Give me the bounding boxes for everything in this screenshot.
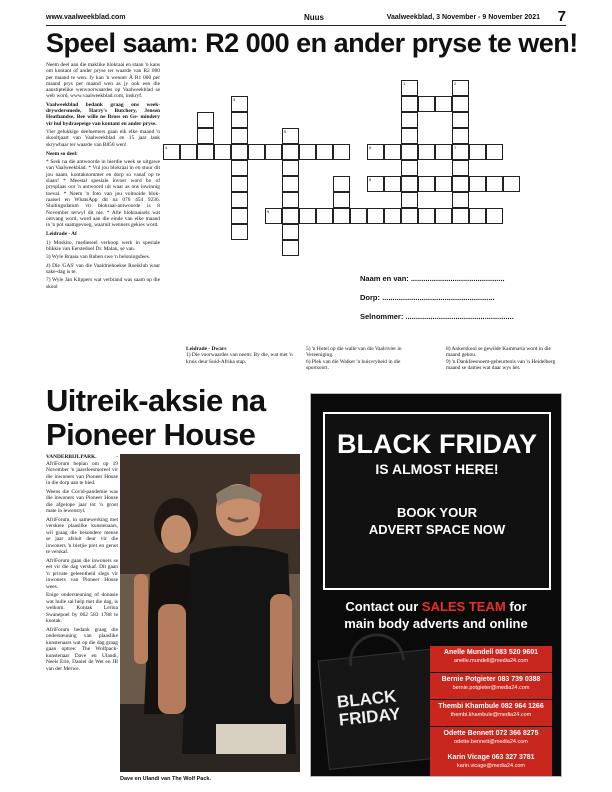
crossword-cell[interactable] [299,144,316,160]
crossword-cell[interactable] [231,160,248,176]
crossword-cell[interactable] [452,176,469,192]
crossword-cell[interactable] [452,144,469,160]
crossword-cell[interactable] [180,144,197,160]
crossword-cell[interactable] [469,144,486,160]
crossword-cell[interactable] [401,208,418,224]
crossword-cell[interactable] [282,128,299,144]
crossword-cell[interactable] [401,144,418,160]
crossword-cell[interactable] [367,176,384,192]
crossword-cell[interactable] [197,128,214,144]
article-paragraph: AfriForum beplan om op 19 November 'n jaarsfeesmoreel vir die inwoners van Pioneer House in die dorp aan te bied. [46,460,118,486]
crossword-cell[interactable] [231,208,248,224]
town-entry-label: Dorp: ...................................................... [360,293,495,302]
crossword-cell[interactable] [401,80,418,96]
crossword-cell[interactable] [486,176,503,192]
crossword-cell[interactable] [231,144,248,160]
ad-contact-post: for [509,599,527,614]
ad-contact-line2: main body adverts and online [344,616,528,631]
sales-rep-email: bernie.potgieter@media24.com [452,685,530,691]
prize-paragraph: Vier gelukkige deelnemers gaan elk elke maand 'n skooltjaart van Vaalweekblad en 15 jaar lank skrywbaar ter waarde van R850 wen! [46,128,160,148]
ad-book-text [325,504,549,538]
name-entry-label: Naam en van: ............................................. [360,274,505,283]
crossword-cell[interactable] [384,144,401,160]
crossword-cell[interactable] [401,112,418,128]
crossword-cell[interactable] [486,208,503,224]
crossword-cell[interactable] [265,144,282,160]
ad-book-line1: BOOK YOUR [397,505,477,520]
masthead [46,10,566,26]
crossword-cell[interactable] [452,128,469,144]
crossword-cell[interactable] [367,144,384,160]
crossword-cell[interactable] [435,176,452,192]
crossword-cell[interactable] [231,96,248,112]
article-paragraph: AfriForum, in samewerking met verskeie plaaslike kunstenaars, wil graag die besondere mense se jaar afsluit deur vir die inwoners 'n bietjie pret en genot te verskaf. [46,516,118,555]
crossword-clue-number: 2 [454,81,457,86]
bag-text-line2: FRIDAY [337,704,402,730]
sales-rep [430,646,552,672]
crossword-cell[interactable] [452,192,469,208]
sales-rep-email: karin.vicage@media24.com [457,763,525,769]
crossword-cell[interactable] [418,176,435,192]
sales-rep-name: Karin Vicage 063 327 3781 [447,754,535,761]
page-headline: Speel saam: R2 000 en ander pryse te wen! [46,28,578,58]
crossword-cell[interactable] [231,224,248,240]
intro-paragraph: Neem deel aan die maklike blokraai en staan 'n kans om kontant of ander pryse ter waarde van R2 000 per maand te wen. Jy kan 'n wenner Ã R1 000 per maand prys per maand wen as jy ook een die aanstiptelike wenvoorwaardes op Vaalweekblad se web word, www.vaalweekblad.com, inskryf. [46,62,160,100]
crossword-cell[interactable] [452,96,469,112]
rules-heading: Neem so deel: [46,150,78,157]
crossword-cell[interactable] [333,176,350,192]
down-clue: 7) Wyle Jan Klippers wat verbrand was saam op die skool [46,277,160,290]
crossword-cell[interactable] [282,240,299,256]
across-clue: 8) Ankerskool se gewilde Kammaria word in die maand gehou. [446,346,551,359]
article-body [46,454,118,674]
crossword-cell[interactable] [486,144,503,160]
crossword-cell[interactable] [435,208,452,224]
crossword-cell[interactable] [401,176,418,192]
phone-entry-label: Selnommer: .................................................... [360,312,514,321]
crossword-cell[interactable] [333,208,350,224]
crossword-cell[interactable] [503,176,520,192]
crossword-cell[interactable] [418,208,435,224]
crossword-cell[interactable] [163,144,180,160]
sales-rep [430,727,552,753]
across-clue: 9) 'n Dankfeesnoem-gebeurtenis van 'n Heidelberg maand se dames wat daar wys het. [446,358,556,371]
crossword-cell[interactable] [282,192,299,208]
crossword-cell[interactable] [367,208,384,224]
ad-title: BLACK FRIDAY [336,429,537,459]
sales-rep [430,673,552,699]
black-friday-advert [310,393,562,777]
crossword-cell[interactable] [231,128,248,144]
article-paragraph: Weens die Covid-pandemie was die inwoners van Pioneer House die afgelope jaar tot 'n groot mate in lewenstyl. [46,488,118,514]
photo-illustration [120,454,300,772]
sales-rep-name: Thembi Khambule 082 964 1266 [438,703,544,710]
sales-rep-name: Anelle Mundell 083 520 9601 [443,649,539,656]
page-number: 7 [557,8,566,25]
across-clue: 1) Die voorwaardes van neem: By die, wat met 'n kruis deur Suid-Afrika stap. [186,352,293,365]
bag-handle [346,631,405,667]
crossword-cell[interactable] [435,144,452,160]
ad-subtitle: IS ALMOST HERE! [375,461,499,477]
crossword-cell[interactable] [469,208,486,224]
crossword-cell[interactable] [333,192,350,208]
crossword-cell[interactable] [214,144,231,160]
sales-rep-email: odette.bennett@media24.com [454,739,528,745]
across-clue: 5) 'n Hotel op die walle van die Vaalrivier in Vereeniging. [306,346,402,359]
crossword-cell[interactable] [316,144,333,160]
sales-rep [430,700,552,726]
across-clue: 6) Plek van die Walker 'n huisvryheid in die sportsoort. [306,358,401,371]
crossword-cell[interactable] [435,96,452,112]
down-clue: 1) Moskito, medieseel verkoop werk in spesiale blikkie van Eerstedoel Dr. Malan, se van. [46,239,160,253]
crossword-cell[interactable] [197,144,214,160]
ad-book-line2: ADVERT SPACE NOW [368,522,506,537]
crossword-cell[interactable] [282,160,299,176]
crossword-clue-number: 9 [267,209,270,214]
crossword-cell[interactable] [265,208,282,224]
crossword-cell[interactable] [418,144,435,160]
crossword-cell[interactable] [248,144,265,160]
crossword-cell[interactable] [401,160,418,176]
crossword-cell[interactable] [299,208,316,224]
crossword-cell[interactable] [197,112,214,128]
crossword-cell[interactable] [401,96,418,112]
article-headline: Uitreik-aksie na Pioneer House [46,383,266,452]
down-clue: 4) Die 'GAS' van die Vaaldriehoekse Roeiklub waar sake-dag is te. [46,262,160,275]
article-dateline: VANDERBIJLPARK. - [46,454,118,460]
crossword-cell[interactable] [231,112,248,128]
sales-rep [430,751,552,777]
crossword-cell[interactable] [282,144,299,160]
crossword-grid [163,62,565,346]
crossword-cell[interactable] [401,192,418,208]
crossword-clue-number: 4 [165,145,168,150]
crossword-cell[interactable] [316,208,333,224]
crossword-cell[interactable] [452,80,469,96]
article-paragraph: AfriForum gaan die inwoners se eet vir die dag verskaf. Dit gaan 'n private geleentheid slegs vir inwoners van Pioneer House wees. [46,557,118,590]
across-clues-col3 [446,346,564,371]
article-paragraph: Enige ondersteuning of donasie wat hulle sal help met die dag, is welkom. Kontak Lerina Swanepoel by 062 583 1788 te kontak. [46,592,118,624]
crossword-cell[interactable] [231,192,248,208]
issue-date: Vaalweekblad, 3 November - 9 November 2021 [386,14,540,21]
crossword-clue-number: 5 [284,129,287,134]
crossword-cell[interactable] [452,208,469,224]
crossword-cell[interactable] [401,128,418,144]
crossword-clue-number: 7 [454,145,457,150]
sales-rep-name: Odette Bennett 072 366 8275 [443,730,539,737]
across-clues-col2 [306,346,424,371]
sales-rep-name: Bernie Potgieter 083 739 0388 [441,676,541,683]
ad-contact-pre: Contact our [345,599,419,614]
crossword-cell[interactable] [452,112,469,128]
across-clues-heading: Leidrade - Dwars [186,346,227,352]
crossword-cell[interactable] [384,176,401,192]
crossword-cell[interactable] [231,176,248,192]
article-paragraph: AfriForum bedank graag die ondersteuning van plaaslike kunstenaars wat op die dag graag gaan optree: The Wolfpack-kunstenaar Dave en Ulandi, Neels Erie, Daniel de Wet en JB van der Merwe. [46,626,118,672]
crossword-clue-number: 1 [403,81,406,86]
photo-caption: Dave en Ulandi van The Wolf Pack. [120,776,211,782]
crossword-cell[interactable] [282,176,299,192]
down-clues-heading: Leidrade - Af [46,231,77,238]
crossword-cell[interactable] [418,96,435,112]
crossword-cell[interactable] [384,208,401,224]
crossword-cell[interactable] [282,208,299,224]
down-clue: 3) Wyle Braaia van Ruben swe 'n beloningsfees. [46,254,151,261]
sponsor-paragraph: Vaalweekblad bedank graag ons week- drywdersmede, Harry's Butchery, Jensen Heathandse, Bee wille ne Bross en Ge- mindery vir hul bydraepeige van kontant en ander pryse. [46,101,160,127]
rules-text: * Sesk na die antwoorde in hierdie week se uitgawe van Vaalweekblad. * Vul jou blokraai in en stuur dit jou naam, kontaknommer en dorp so vanaf op te slaan! * Meestal spesiale invoer word bo of prysplaas oor 'n antwoord uit waar as ons inwinnig toeval. * Neem 'n foto van jou voltooide blok- raaisel en WhatsApp dit na 076 454 9236. Sluitingsdatum vir blokraai-antwoorde is 8 November terwyl dit nie. * Alle blokraaisels wat ontvang word, word aan die einde van elke maand in 'n pot saamgevoeg, waaruit wenners gekies word. [46,159,160,229]
ad-contact-highlight: SALES TEAM [421,599,506,614]
article-photo [120,454,300,772]
crossword-cell[interactable] [333,144,350,160]
crossword-clue-number: 8 [369,177,372,182]
crossword-cell[interactable] [282,224,299,240]
section-label: Nuus [304,13,324,22]
across-clues-col1 [186,346,304,365]
ad-contact-text [311,598,561,632]
crossword-clue-number: 6 [369,145,372,150]
shopping-bag-icon [318,648,449,770]
site-url: www.vaalweekblad.com [46,14,126,21]
sales-rep-email: anelle.mundell@media24.com [453,658,529,664]
ad-headline-box [323,412,551,590]
intro-column [46,62,160,292]
crossword-clue-number: 3 [233,97,236,102]
crossword-cell[interactable] [350,208,367,224]
sales-rep-email: thembi.khambule@media24.com [450,712,532,718]
bag-text-line1: BLACK [336,686,398,712]
crossword-cell[interactable] [452,160,469,176]
crossword-cell[interactable] [469,176,486,192]
